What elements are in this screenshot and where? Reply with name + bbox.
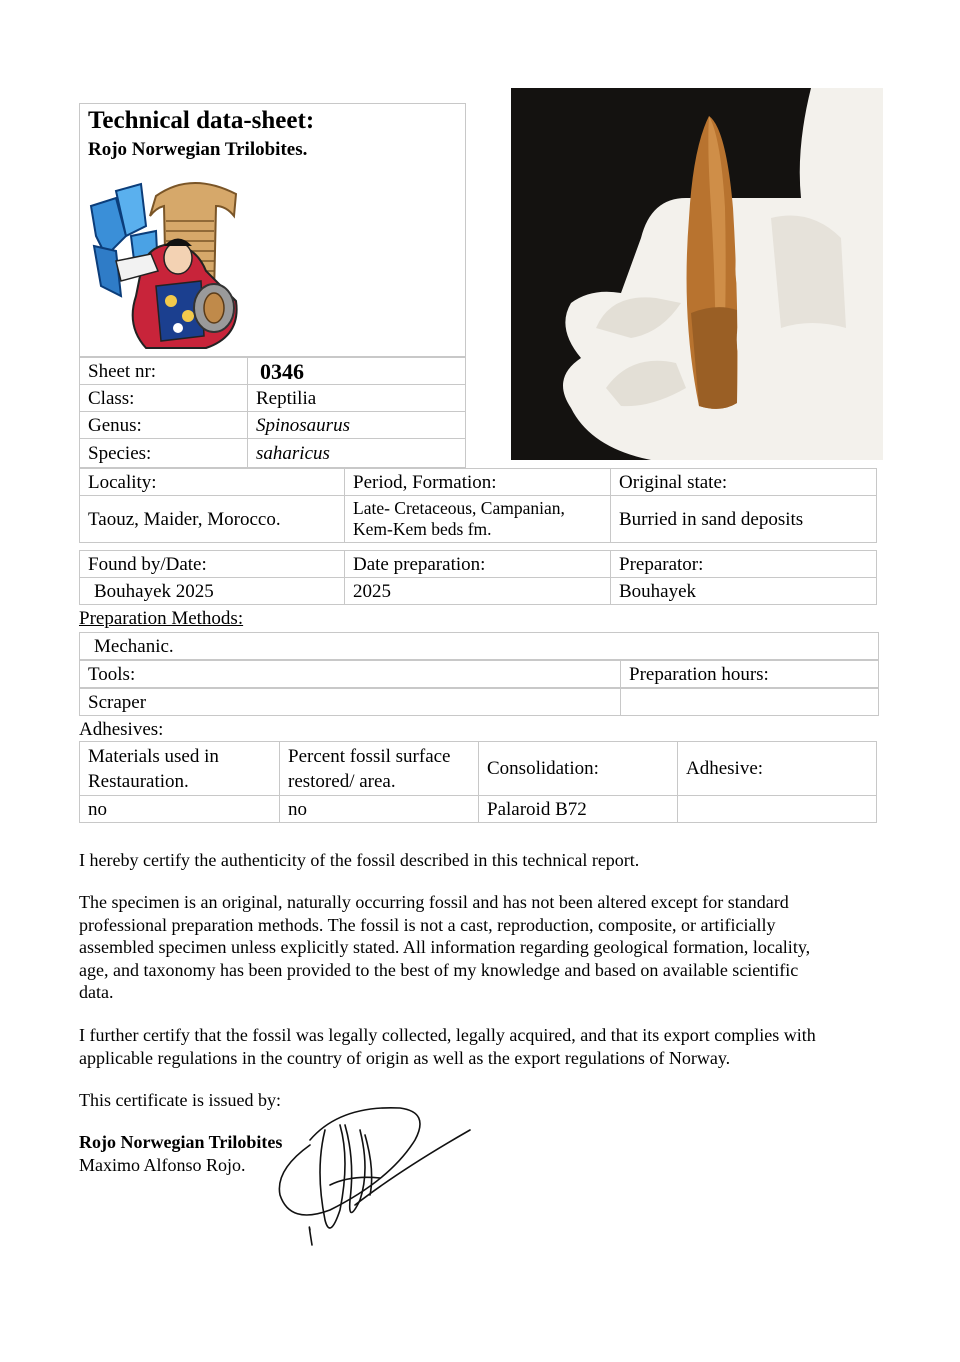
- locality-value: Taouz, Maider, Morocco.: [79, 495, 345, 543]
- species-value: saharicus: [247, 438, 466, 468]
- company-name: Rojo Norwegian Trilobites.: [88, 139, 308, 160]
- consolidation-label: Consolidation:: [478, 741, 678, 796]
- materials-value: no: [79, 795, 280, 823]
- materials-label-line1: Materials used in: [88, 745, 219, 767]
- p3-line: I further certify that the fossil was legally collected, legally acquired, and that its export complies with: [79, 1025, 816, 1045]
- adhesive-label: Adhesive:: [677, 741, 877, 796]
- original-state-label: Original state:: [610, 468, 877, 496]
- materials-label: [79, 741, 280, 796]
- date-prep-label: Date preparation:: [344, 550, 611, 578]
- found-value: Bouhayek 2025: [79, 577, 345, 605]
- consolidation-value: Palaroid B72: [478, 795, 678, 823]
- date-prep-value: 2025: [344, 577, 611, 605]
- preparator-value: Bouhayek: [610, 577, 877, 605]
- p3-line: applicable regulations in the country of origin as well as the export regulations of Norway.: [79, 1047, 731, 1068]
- period-value-line1: Late- Cretaceous, Campanian,: [353, 498, 565, 518]
- locality-label: Locality:: [79, 468, 345, 496]
- p2-line: assembled specimen unless explicitly stated. All information regarding geological formation, locality,: [79, 937, 811, 957]
- adhesive-value: [677, 795, 877, 823]
- genus-label: Genus:: [79, 411, 248, 439]
- percent-label-line1: Percent fossil surface: [288, 745, 451, 767]
- certify-paragraph-1: I hereby certify the authenticity of the fossil described in this technical report.: [79, 850, 640, 870]
- tools-label: Tools:: [79, 660, 621, 688]
- p2-line: age, and taxonomy has been provided to the best of my knowledge and based on available scientific: [79, 959, 799, 980]
- percent-label: [279, 741, 479, 796]
- p2-line: The specimen is an original, naturally occurring fossil and has not been altered except for standard: [79, 892, 789, 912]
- sheet-nr-value: 0346: [247, 357, 466, 385]
- genus-value: Spinosaurus: [247, 411, 466, 439]
- issuer-name: Maximo Alfonso Rojo.: [79, 1155, 246, 1175]
- tools-value: Scraper: [79, 688, 621, 716]
- original-state-value: Burried in sand deposits: [610, 495, 877, 543]
- materials-label-line2: Restauration.: [88, 770, 189, 792]
- sheet-nr-label: Sheet nr:: [79, 357, 248, 385]
- p2-line: data.: [79, 982, 114, 1002]
- preparator-label: Preparator:: [610, 550, 877, 578]
- class-value: Reptilia: [247, 384, 466, 412]
- found-label: Found by/Date:: [79, 550, 345, 578]
- period-label: Period, Formation:: [344, 468, 611, 496]
- adhesives-heading: Adhesives:: [79, 719, 164, 740]
- signature-icon: [270, 1100, 480, 1250]
- spinosaurus-tooth-photo: [511, 88, 883, 460]
- period-value-line2: Kem-Kem beds fm.: [353, 519, 492, 539]
- samurai-trilobite-logo-icon: [86, 176, 246, 354]
- percent-label-line2: restored/ area.: [288, 770, 396, 792]
- percent-value: no: [279, 795, 479, 823]
- certify-paragraph-2: [79, 891, 879, 1004]
- certify-paragraph-3: [79, 1024, 879, 1069]
- period-value: [344, 495, 611, 543]
- issuer-company: Rojo Norwegian Trilobites: [79, 1132, 283, 1152]
- preparation-hours-label: Preparation hours:: [620, 660, 879, 688]
- class-label: Class:: [79, 384, 248, 412]
- preparation-methods-value: Mechanic.: [79, 632, 879, 660]
- preparation-methods-heading: Preparation Methods:: [79, 608, 244, 629]
- species-label: Species:: [79, 438, 248, 468]
- issued-by: This certificate is issued by:: [79, 1090, 281, 1110]
- p2-line: professional preparation methods. The fossil is not a cast, reproduction, composite, or artificially: [79, 914, 776, 935]
- preparation-hours-value: [620, 688, 879, 716]
- page-title: Technical data-sheet:: [88, 107, 315, 134]
